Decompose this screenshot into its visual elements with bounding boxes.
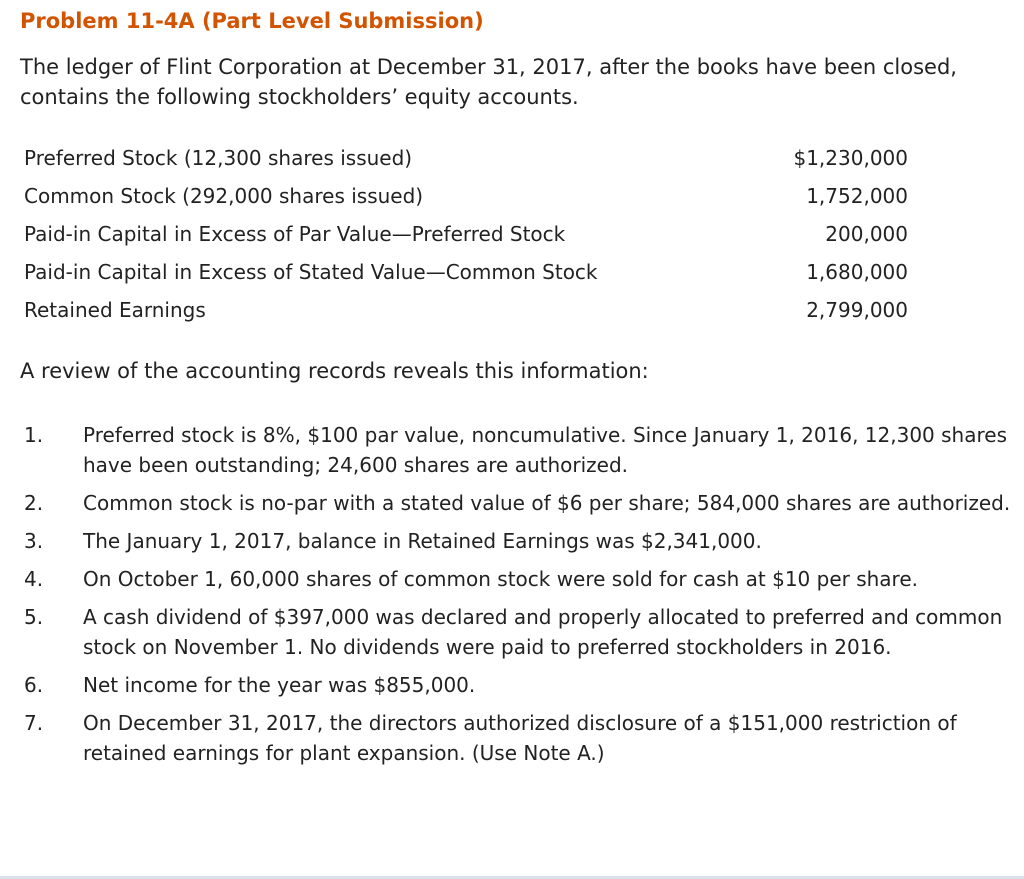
account-label: Paid-in Capital in Excess of Stated Value—Common Stock [24, 260, 598, 284]
list-item-number: 3. [24, 529, 44, 553]
list-item [24, 526, 1019, 556]
list-item-number: 1. [24, 423, 44, 447]
account-row-pic-common [24, 257, 914, 295]
list-item [24, 488, 1019, 518]
list-item-text: A cash dividend of $397,000 was declared and properly allocated to preferred and common stock on November 1. No dividends were paid to preferred stockholders in 2016. [83, 605, 1003, 659]
account-amount: 1,752,000 [806, 184, 908, 208]
intro-paragraph: The ledger of Flint Corporation at December 31, 2017, after the books have been closed, contains the following stockholders’ equity accounts. [20, 55, 957, 109]
account-row-common-stock [24, 181, 914, 219]
list-item-text: Preferred stock is 8%, $100 par value, noncumulative. Since January 1, 2016, 12,300 shares have been outstanding; 24,600 shares are authorized. [83, 423, 1007, 477]
list-item-text: On October 1, 60,000 shares of common stock were sold for cash at $10 per share. [83, 567, 918, 591]
review-heading: A review of the accounting records reveals this information: [20, 359, 649, 383]
list-item-number: 5. [24, 605, 44, 629]
list-item-number: 4. [24, 567, 44, 591]
account-amount: 1,680,000 [806, 260, 908, 284]
list-item-text: Net income for the year was $855,000. [83, 673, 476, 697]
account-row-pic-preferred [24, 219, 914, 257]
list-item [24, 708, 1019, 768]
account-amount: 2,799,000 [806, 298, 908, 322]
list-item [24, 420, 1019, 480]
account-label: Retained Earnings [24, 298, 206, 322]
account-amount: 200,000 [825, 222, 908, 246]
account-label: Preferred Stock (12,300 shares issued) [24, 146, 413, 170]
problem-title: Problem 11-4A (Part Level Submission) [20, 9, 484, 33]
list-item-number: 6. [24, 673, 44, 697]
list-item-number: 2. [24, 491, 44, 515]
account-row-preferred-stock [24, 143, 914, 181]
list-item-text: The January 1, 2017, balance in Retained Earnings was $2,341,000. [83, 529, 762, 553]
list-item [24, 602, 1019, 662]
account-amount: $1,230,000 [793, 146, 908, 170]
account-row-retained-earnings [24, 295, 914, 333]
equity-accounts-table [24, 143, 914, 333]
account-label: Paid-in Capital in Excess of Par Value—Preferred Stock [24, 222, 566, 246]
information-list [24, 420, 1019, 776]
list-item-text: Common stock is no-par with a stated value of $6 per share; 584,000 shares are authorized. [83, 491, 1011, 515]
list-item-text: On December 31, 2017, the directors authorized disclosure of a $151,000 restriction of retained earnings for plant expansion. (Use Note A.) [83, 711, 957, 765]
list-item-number: 7. [24, 711, 44, 735]
account-label: Common Stock (292,000 shares issued) [24, 184, 424, 208]
list-item [24, 564, 1019, 594]
list-item [24, 670, 1019, 700]
